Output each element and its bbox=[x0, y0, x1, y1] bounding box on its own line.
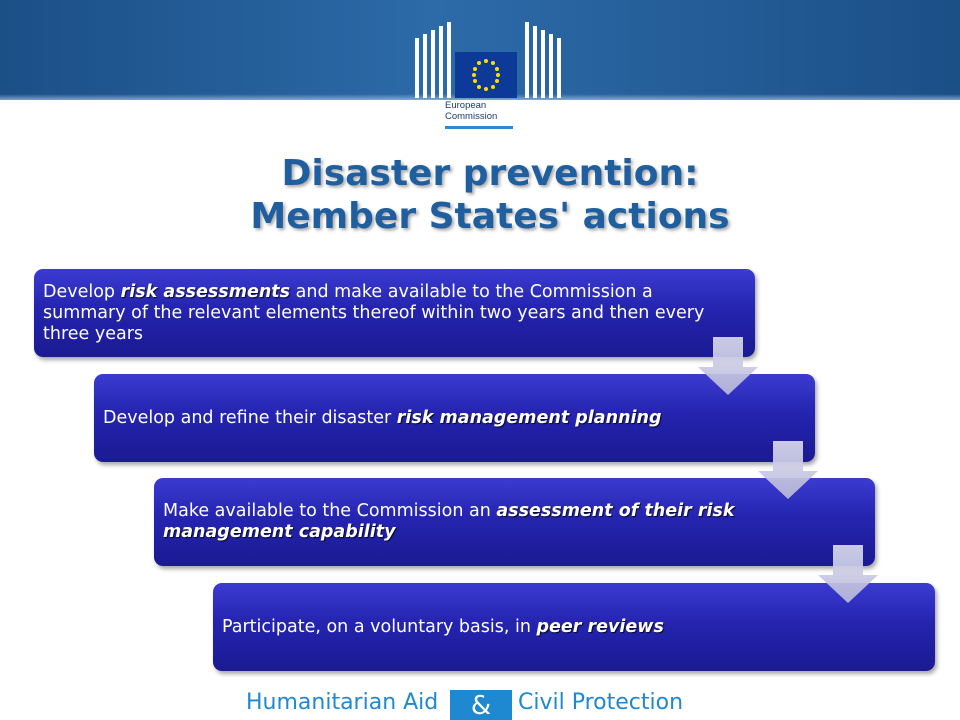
footer-ampersand: & bbox=[450, 690, 512, 720]
eu-flag-icon bbox=[455, 52, 517, 98]
logo-wordmark bbox=[445, 100, 535, 122]
step-text-emphasis: risk management planning bbox=[396, 407, 662, 428]
step-text-plain: Participate, on a voluntary basis, in bbox=[222, 616, 537, 637]
step-text bbox=[163, 501, 855, 543]
logo-underline bbox=[445, 126, 513, 129]
european-commission-logo bbox=[415, 22, 565, 134]
title-line-1: Disaster prevention: bbox=[281, 153, 699, 194]
title-line-2: Member States' actions bbox=[250, 196, 730, 237]
step-text-emphasis: peer reviews bbox=[536, 616, 664, 637]
step-text bbox=[222, 617, 664, 638]
step-text bbox=[103, 408, 662, 429]
step-text-plain: Develop and refine their disaster bbox=[103, 407, 397, 428]
footer-humanitarian-aid: Humanitarian Aid bbox=[246, 690, 439, 715]
commission-building-icon bbox=[415, 22, 565, 100]
step-text-plain: and make available to the Commission a summary of the relevant elements thereof within two years and then every three years bbox=[43, 281, 705, 344]
step-text-emphasis: risk assessments bbox=[120, 281, 291, 302]
slide-title bbox=[150, 152, 830, 238]
step-text-emphasis: assessment of their risk management capability bbox=[163, 501, 735, 542]
down-arrow-icon bbox=[698, 337, 758, 395]
step-text bbox=[43, 282, 735, 345]
footer-brand bbox=[246, 690, 746, 720]
logo-line-1: European bbox=[445, 100, 487, 111]
step-text-plain: Develop bbox=[43, 281, 121, 302]
down-arrow-icon bbox=[818, 545, 878, 603]
step-risk-assessments bbox=[34, 269, 755, 357]
down-arrow-icon bbox=[758, 441, 818, 499]
step-text-plain: Make available to the Commission an bbox=[163, 501, 497, 521]
logo-line-2: Commission bbox=[445, 111, 498, 122]
footer-civil-protection: Civil Protection bbox=[518, 690, 684, 715]
